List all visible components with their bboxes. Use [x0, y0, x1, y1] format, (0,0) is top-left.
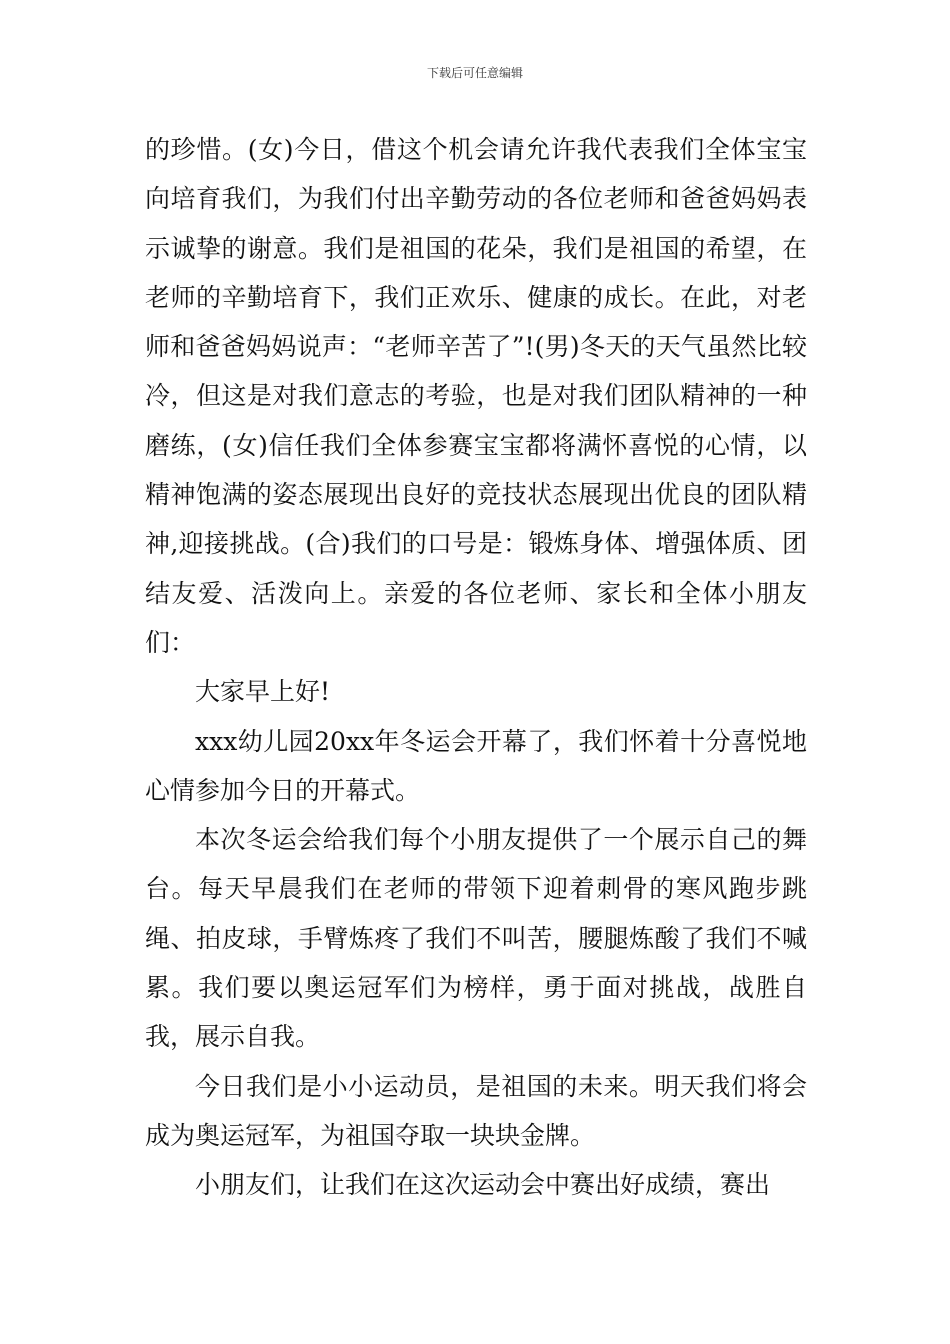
paragraph: 小朋友们，让我们在这次运动会中赛出好成绩，赛出 [195, 1170, 771, 1200]
page-header: 下载后可任意编辑 [426, 66, 523, 80]
paragraph: 本次冬运会给我们每个小朋友提供了一个展示自己的舞台。每天早晨我们在老师的带领下迎着刺骨的寒风跑步跳绳、拍皮球，手臂炼疼了我们不叫苦，腰腿炼酸了我们不喊累。我们要以奥运冠军们为榜样，勇于面对挑战，战胜自我，展示自我。 [145, 825, 807, 1052]
paragraph: 大家早上好! [195, 677, 331, 707]
paragraph: 今日我们是小小运动员，是祖国的未来。明天我们将会成为奥运冠军，为祖国夺取一块块金牌。 [145, 1071, 807, 1150]
paragraph: 的珍惜。(女)今日，借这个机会请允许我代表我们全体宝宝向培育我们，为我们付出辛勤劳动的各位老师和爸爸妈妈表示诚挚的谢意。我们是祖国的花朵，我们是祖国的希望，在老师的辛勤培育下，我们正欢乐、健康的成长。在此，对老师和爸爸妈妈说声：“老师辛苦了”!(男)冬天的天气虽然比较冷，但这是对我们意志的考验，也是对我们团队精神的一种磨练，(女)信任我们全体参赛宝宝都将满怀喜悦的心情，以精神饱满的姿态展现出良好的竞技状态展现出优良的团队精神,迎接挑战。(合)我们的口号是：锻炼身体、增强体质、团结友爱、活泼向上。亲爱的各位老师、家长和全体小朋友们： [145, 135, 807, 657]
document-body [145, 125, 807, 1210]
paragraph: xxx幼儿园20xx年冬运会开幕了，我们怀着十分喜悦地心情参加今日的开幕式。 [145, 726, 807, 805]
